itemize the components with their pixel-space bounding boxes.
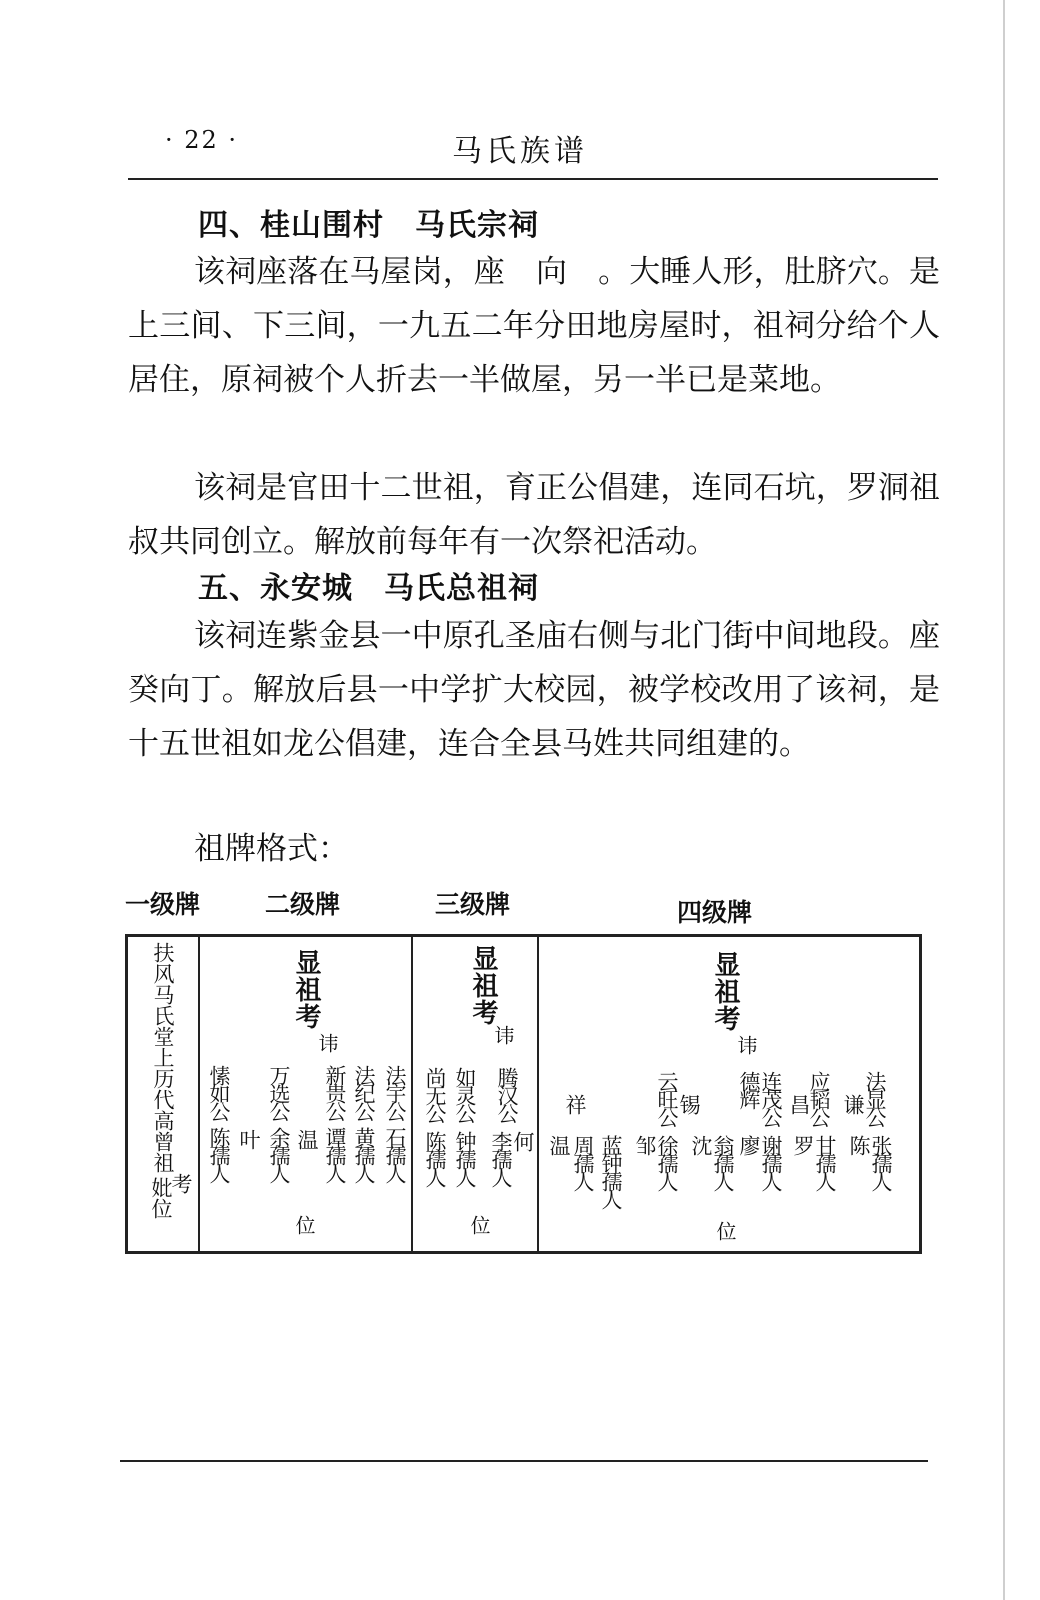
page-edge [1003,0,1005,1600]
header-rule [128,178,938,180]
level3-husband: 腾汉公 [495,1067,519,1121]
level2-wife: 温 [295,1129,319,1147]
column-divider [198,937,200,1251]
level2-husband: 法宇公 [383,1065,407,1119]
level4-wife: 邹 [633,1135,657,1153]
level2-wife: 石孺人 [383,1127,407,1181]
level2-hui: 讳 [315,1033,339,1053]
level3-xian-zu-kao: 显祖考 [468,945,498,1026]
level2-husband: 愫如公 [207,1065,231,1119]
level3-wei: 位 [467,1215,491,1235]
level2-wife: 叶 [237,1129,261,1147]
section-heading-4: 四、桂山围村 马氏宗祠 [198,208,539,243]
level4-husband: 应韬公 [807,1071,831,1125]
level1-main-text: 扶风马氏堂上历代高曾祖 [151,942,175,1173]
level4-wife: 翁孺人 [711,1135,735,1189]
level4-xian-zu-kao: 显祖考 [710,951,740,1032]
level4-wife: 沈 [689,1135,713,1153]
level4-wife: 罗 [791,1135,815,1153]
page-number: · 22 · [165,126,239,154]
tablet-table [125,934,922,1254]
level2-wife: 余孺人 [267,1127,291,1181]
level4-wife: 周孺人 [571,1135,595,1189]
level4-wei: 位 [713,1221,737,1241]
level4-husband: 云旺公 [655,1071,679,1125]
book-title: 马氏族谱 [452,134,588,169]
level2-wife: 黄孺人 [352,1127,376,1181]
tablet-format-label: 祖牌格式： [194,831,349,867]
level3-wife: 何 [511,1131,535,1149]
level4-husband: 法显公 [863,1071,887,1125]
level4-wife: 张孺人 [869,1135,893,1189]
level3-husband: 尚无公 [423,1067,447,1121]
level1-bi-wei: 妣位 [149,1177,173,1219]
paragraph: 该祠是官田十二世祖，育正公倡建，连同石坑，罗洞祖叔共同创立。解放前每年有一次祭祀活动。 [128,470,940,560]
paragraph: 该祠座落在马屋岗，座 向 。大睡人形，肚脐穴。是上三间、下三间，一九五二年分田地房屋时，祖祠分给个人居住，原祠被个人折去一半做屋，另一半已是菜地。 [128,254,940,398]
level4-wife: 陈 [847,1135,871,1153]
level2-husband: 法纪公 [352,1065,376,1119]
level2-husband: 万选公 [267,1065,291,1119]
level-label-4: 四级牌 [677,898,753,927]
level3-wife: 陈孺人 [423,1131,447,1185]
level2-wei: 位 [292,1215,316,1235]
level4-wife: 徐孺人 [655,1135,679,1189]
level4-husband: 谦 [841,1094,865,1112]
level4-husband: 昌 [787,1094,811,1112]
level2-wife: 陈孺人 [207,1127,231,1181]
level4-husband: 锡 [677,1094,701,1112]
level4-wife: 谢孺人 [759,1135,783,1189]
level-label-3: 三级牌 [435,890,511,919]
level3-husband: 如灵公 [453,1067,477,1121]
level-label-1: 一级牌 [125,890,201,919]
paragraph: 该祠连紫金县一中原孔圣庙右侧与北门街中间地段。座癸向丁。解放后县一中学扩大校园，被学校改用了该祠，是十五世祖如龙公倡建，连合全县马姓共同组建的。 [128,618,940,762]
level4-wife: 蓝钟孺人 [599,1135,623,1207]
level3-hui: 讳 [491,1025,515,1045]
level1-kao: 考 [169,1173,193,1194]
column-divider [411,937,413,1251]
level2-xian-zu-kao: 显祖考 [291,949,321,1030]
footer-rule [120,1460,928,1462]
level-label-2: 二级牌 [265,890,341,919]
level4-wife: 温 [547,1135,571,1153]
level3-wife: 钟孺人 [453,1131,477,1185]
column-divider [537,937,539,1251]
level4-hui: 讳 [734,1035,758,1055]
level4-wife: 廖 [737,1135,761,1153]
level4-husband: 祥 [563,1094,587,1112]
level2-husband: 新贵公 [323,1065,347,1119]
level4-wife: 甘孺人 [813,1135,837,1189]
level3-wife: 李孺人 [489,1131,513,1185]
section-heading-5: 五、永安城 马氏总祖祠 [198,571,539,606]
level4-husband: 德辉 [737,1071,761,1107]
level2-wife: 谭孺人 [323,1127,347,1181]
level4-husband: 连茂公 [759,1071,783,1125]
